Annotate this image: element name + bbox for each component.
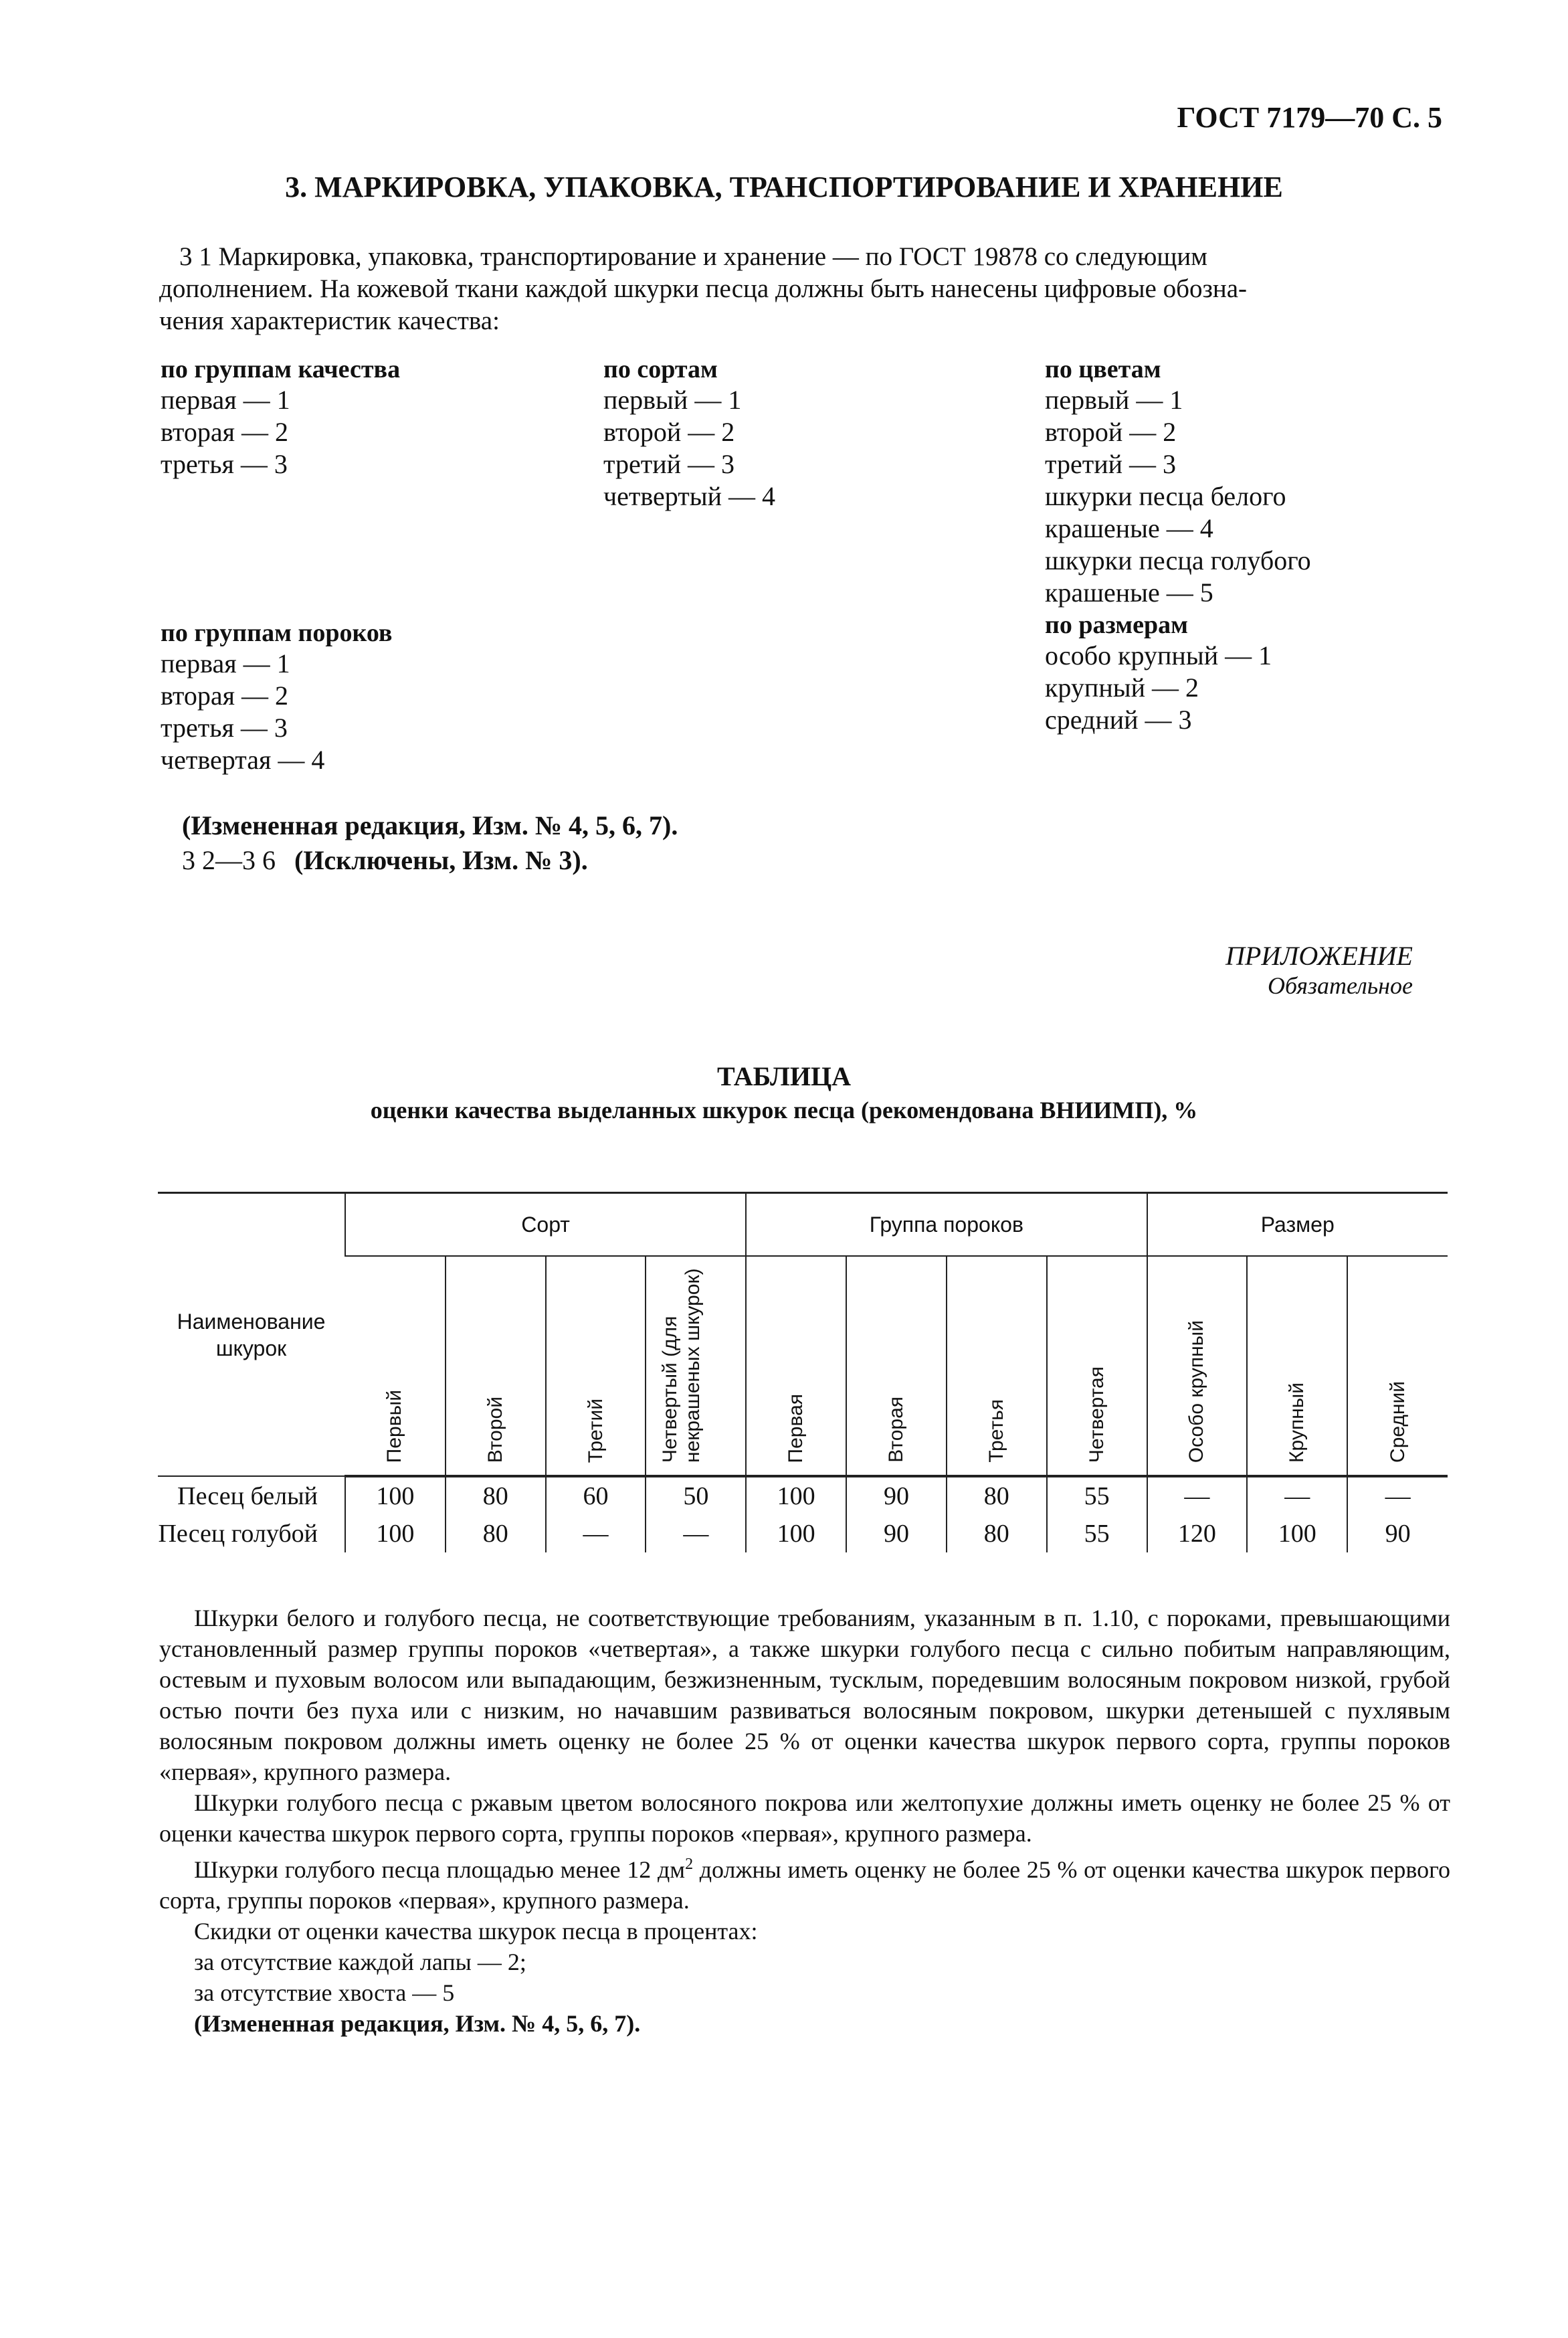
list-title: по сортам [603, 355, 718, 383]
list-item: шкурки песца белого [1045, 481, 1286, 511]
amendment-note: (Измененная редакция, Изм. № 4, 5, 6, 7). [182, 810, 678, 840]
row-name: Песец белый [177, 1481, 318, 1510]
table-cell: 100 [746, 1515, 846, 1552]
column-header: Третья [947, 1256, 1047, 1476]
column-header: Четвертый (для некрашеных шкурок) [646, 1256, 746, 1476]
column-header: Средний [1347, 1256, 1448, 1476]
list-item: третья — 3 [161, 713, 288, 743]
list-item: четвертый — 4 [603, 481, 775, 511]
table-cell: 80 [947, 1515, 1047, 1552]
header-group-size: Размер [1147, 1193, 1448, 1257]
table-cell: 55 [1047, 1476, 1147, 1515]
header-group-grade: Сорт [345, 1193, 746, 1257]
column-header: Особо крупный [1147, 1256, 1248, 1476]
table-cell: 100 [746, 1476, 846, 1515]
note-paragraph: за отсутствие хвоста — 5 [194, 1979, 455, 2006]
note-paragraph: Шкурки белого и голубого песца, не соответствующие требованиям, указанным в п. 1.10, с пороками, превышающими установленный размер группы пороков «четвертая», а также шкурки голубого песца с сильно побитым направляющим, остевым и пуховым волосом или выпадающим, безжизненным, тусклым, поредевшим волосяным покровом низкой, грубой остью почти без пуха или с низким, но начавшим развиваться волосяным покровом, шкурки детенышей с пухлявым волосяным покровом должны иметь оценку не более 25 % от оценки качества шкурок первого сорта, группы пороков «первая», крупного размера. [159, 1605, 1450, 1785]
column-header: Первая [746, 1256, 846, 1476]
column-header: Вторая [846, 1256, 947, 1476]
list-item: вторая — 2 [161, 417, 288, 447]
list-item: шкурки песца голубого [1045, 545, 1311, 575]
list-item: первая — 1 [161, 385, 290, 415]
list-item: первый — 1 [1045, 385, 1183, 415]
appendix-title: ПРИЛОЖЕНИЕ [1226, 941, 1413, 971]
list-title: по цветам [1045, 355, 1161, 383]
excluded-note [182, 844, 588, 876]
list-item: второй — 2 [1045, 417, 1177, 447]
table-cell: 80 [446, 1515, 546, 1552]
table-cell: 50 [646, 1476, 746, 1515]
excluded-text: (Исключены, Изм. № 3). [294, 845, 588, 875]
list-item: третий — 3 [1045, 449, 1177, 479]
table-cell: — [1147, 1476, 1248, 1515]
header-name: Наименование шкурок [158, 1193, 345, 1477]
note-paragraph-area: Шкурки голубого песца площадью менее 12 $дм^2$ должны иметь оценку не более 25 % от оценки качества шкурок первого сорта, группы пороков «первая», крупного размера. [159, 1856, 1450, 1914]
intro-line-1: 3 1 Маркировка, упаковка, транспортирование и хранение — по ГОСТ 19878 со следующим [179, 242, 1207, 271]
quality-table [158, 1192, 1448, 1552]
note-paragraph: за отсутствие каждой лапы — 2; [194, 1949, 526, 1975]
column-header: Первый [345, 1256, 446, 1476]
table-subtitle: оценки качества выделанных шкурок песца (рекомендована ВНИИМП), % [370, 1097, 1198, 1123]
page-header: ГОСТ 7179—70 С. 5 [1177, 101, 1442, 134]
table-cell: 60 [546, 1476, 646, 1515]
table-cell: — [646, 1515, 746, 1552]
list-item: второй — 2 [603, 417, 735, 447]
table-row [158, 1515, 1448, 1552]
column-header: Четвертая [1047, 1256, 1147, 1476]
intro-paragraph [159, 241, 1450, 337]
list-title: по размерам [1045, 611, 1189, 639]
excluded-number: 3 2—3 6 [182, 845, 276, 875]
list-item: первая — 1 [161, 648, 290, 679]
list-item: крашеные — 5 [1045, 577, 1213, 608]
table-cell: 80 [446, 1476, 546, 1515]
list-title: по группам качества [161, 355, 401, 383]
list-item: первый — 1 [603, 385, 742, 415]
notes-block [159, 1603, 1450, 2039]
list-item: крашеные — 4 [1045, 513, 1213, 543]
table-cell: 90 [846, 1476, 947, 1515]
column-header: Второй [446, 1256, 546, 1476]
list-item: четвертая — 4 [161, 745, 325, 775]
intro-line-2: дополнением. На кожевой ткани каждой шкурки песца должны быть нанесены цифровые обозна- [159, 274, 1248, 303]
table-cell: 55 [1047, 1515, 1147, 1552]
list-quality-groups [161, 355, 400, 480]
list-defect-groups [161, 618, 392, 776]
table-cell: 120 [1147, 1515, 1248, 1552]
list-item: третья — 3 [161, 449, 288, 479]
header-group-defects: Группа пороков [746, 1193, 1147, 1257]
table-cell: — [1247, 1476, 1347, 1515]
list-item: средний — 3 [1045, 705, 1192, 735]
list-item: третий — 3 [603, 449, 735, 479]
appendix-status: Обязательное [1268, 972, 1413, 999]
table-cell: — [1347, 1476, 1448, 1515]
list-item: особо крупный — 1 [1045, 640, 1272, 670]
appendix-label [1226, 940, 1413, 1000]
table-cell: 100 [345, 1515, 446, 1552]
list-colors [1045, 355, 1311, 736]
column-header: Третий [546, 1256, 646, 1476]
list-item: вторая — 2 [161, 681, 288, 711]
table-cell: 90 [1347, 1515, 1448, 1552]
table-cell: 100 [1247, 1515, 1347, 1552]
table-cell: — [546, 1515, 646, 1552]
note-amendment: (Измененная редакция, Изм. № 4, 5, 6, 7). [194, 2010, 641, 2037]
section-title: 3. МАРКИРОВКА, УПАКОВКА, ТРАНСПОРТИРОВАНИЕ И ХРАНЕНИЕ [285, 171, 1283, 203]
table-row [158, 1476, 1448, 1515]
table-title: ТАБЛИЦА [717, 1061, 851, 1091]
table-cell: 80 [947, 1476, 1047, 1515]
table-cell: 90 [846, 1515, 947, 1552]
list-grades [603, 355, 775, 513]
note-paragraph: Шкурки голубого песца с ржавым цветом волосяного покрова или желтопухие должны иметь оценку не более 25 % от оценки качества шкурок первого сорта, группы пороков «первая», крупного размера. [159, 1789, 1450, 1847]
row-name: Песец голубой [158, 1520, 318, 1548]
note-paragraph: Скидки от оценки качества шкурок песца в процентах: [194, 1918, 758, 1945]
list-title: по группам пороков [161, 619, 393, 647]
list-item: крупный — 2 [1045, 672, 1199, 703]
table-cell: 100 [345, 1476, 446, 1515]
intro-line-3: чения характеристик качества: [159, 306, 500, 335]
column-header: Крупный [1247, 1256, 1347, 1476]
